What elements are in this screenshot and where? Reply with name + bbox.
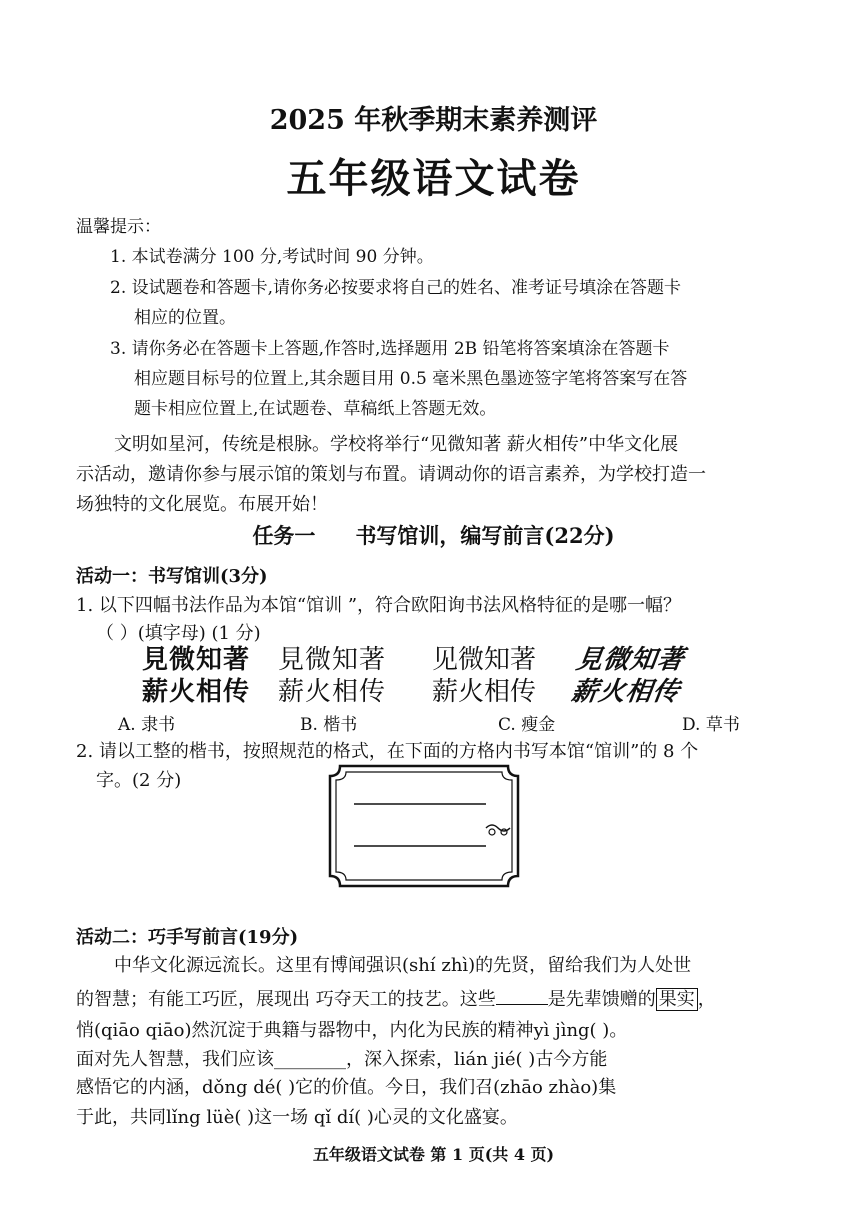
activity2-heading: 活动二：巧手写前言(19分)	[76, 927, 299, 948]
preface-line: 面对先人智慧，我们应该________，深入探索，lián jié( )古今方能	[76, 1049, 608, 1070]
tip-line: 1. 本试卷满分 100 分,考试时间 90 分钟。	[110, 247, 434, 267]
calligraphy-sample-b: 見微知著 薪火相传	[278, 645, 387, 707]
question2-line: 2. 请以工整的楷书，按照规范的格式，在下面的方格内书写本馆“馆训”的 8 个	[76, 741, 699, 762]
tip-line: 2. 设试题卷和答题卡,请你务必按要求将自己的姓名、准考证号填涂在答题卡	[110, 278, 682, 298]
preface-line: 于此，共同lǐng lüè( )这一场 qǐ dí( )心灵的文化盛宴。	[76, 1107, 518, 1128]
calligraphy-sample-d: 見微知著 薪火相传	[569, 645, 687, 707]
intro-line: 示活动，邀请你参与展示馆的策划与布置。请调动你的语言素养，为学校打造一	[76, 464, 706, 485]
tips-heading: 温馨提示：	[76, 217, 161, 237]
exam-title: 2025 年秋季期末素养测评	[269, 105, 598, 136]
task-title: 书写馆训，编写前言(22分)	[355, 523, 615, 548]
blank-line	[496, 1004, 548, 1005]
option-c-label: C. 瘦金	[498, 715, 556, 735]
preface-line: 悄(qiāo qiāo)然沉淀于典籍与器物中，内化为民族的精神yì jìng( )。	[76, 1020, 628, 1041]
question1-answer-line: （ ）(填字母) (1 分)	[96, 623, 261, 644]
question2-line: 字。(2 分)	[96, 770, 182, 791]
tip-line: 相应的位置。	[134, 308, 236, 328]
option-a-label: A. 隶书	[118, 715, 176, 735]
tip-line: 相应题目标号的位置上,其余题目用 0.5 毫米黑色墨迹签字笔将答案写在答	[134, 369, 688, 389]
preface-line: 中华文化源远流长。这里有博闻强识(shí zhì)的先贤，留给我们为人处世	[114, 955, 692, 976]
intro-line: 场独特的文化展览。布展开始！	[76, 494, 328, 515]
calligraphy-sample-a: 見微知著 薪火相传	[142, 645, 251, 707]
activity1-heading: 活动一：书写馆训(3分)	[76, 566, 268, 587]
section-heading	[0, 520, 867, 550]
preface-line: 的智慧；有能工巧匠，展现出 巧夺天工的技艺。这些 是先辈馈赠的 果实 ，	[76, 989, 716, 1010]
tip-line: 题卡相应位置上,在试题卷、草稿纸上答题无效。	[134, 399, 497, 419]
boxed-word: 果实	[656, 988, 698, 1011]
plaque-writing-frame[interactable]	[326, 762, 522, 890]
tip-line: 3. 请你务必在答题卡上答题,作答时,选择题用 2B 铅笔将答案填涂在答题卡	[110, 339, 670, 359]
intro-line: 文明如星河，传统是根脉。学校将举行“见微知著 薪火相传”中华文化展	[114, 434, 679, 455]
calligraphy-sample-c: 见微知著 薪火相传	[432, 645, 537, 707]
option-b-label: B. 楷书	[300, 715, 358, 735]
option-d-label: D. 草书	[682, 715, 740, 735]
page-footer: 五年级语文试卷 第 1 页(共 4 页)	[312, 1145, 555, 1164]
preface-line: 感悟它的内涵，dǒng dé( )它的价值。今日，我们召(zhāo zhào)集	[76, 1077, 617, 1098]
question1-line: 1. 以下四幅书法作品为本馆“馆训 ”，符合欧阳询书法风格特征的是哪一幅？	[76, 595, 682, 616]
exam-subtitle: 五年级语文试卷	[286, 155, 581, 202]
task-label: 任务一	[252, 523, 316, 548]
